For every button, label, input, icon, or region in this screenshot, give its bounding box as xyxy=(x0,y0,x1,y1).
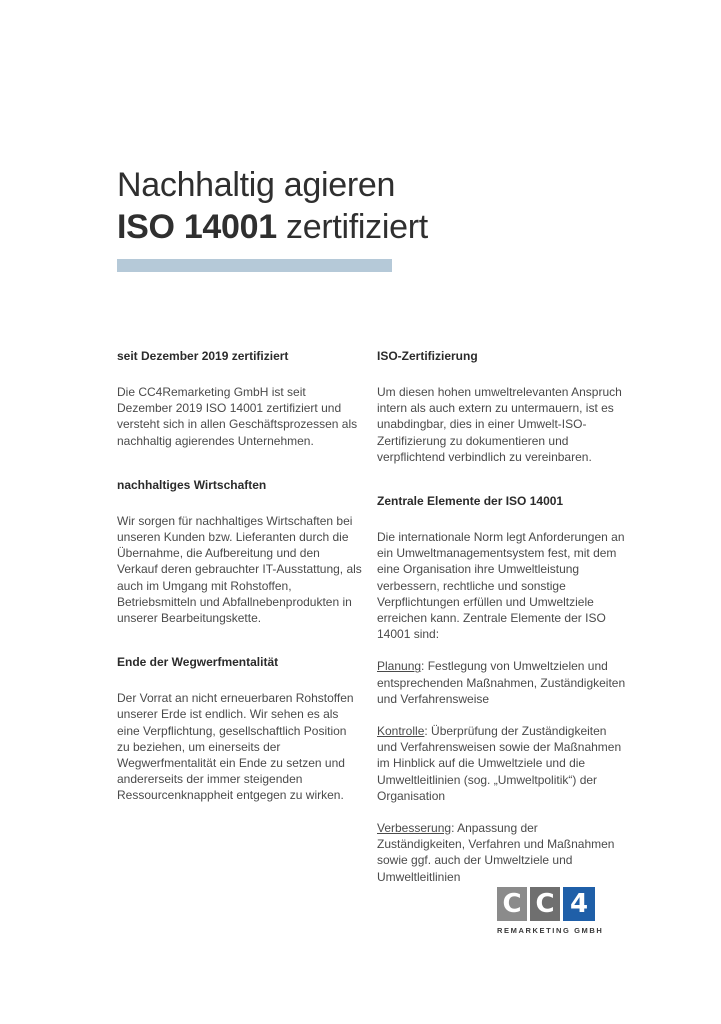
section-heading-central-elements: Zentrale Elemente der ISO 14001 xyxy=(377,494,564,509)
text-control: : Überprüfung der Zuständigkeiten und Verfahrensweisen sowie der Maßnahmen im Hinblick auf die Umweltziele und die Umweltleitlinien (sog. „Umweltpolitik“) der Organisation xyxy=(377,724,622,803)
logo-tiles xyxy=(497,887,627,921)
title-certified: zertifiziert xyxy=(276,208,428,246)
section-text-iso-certification: Um diesen hohen umweltrelevanten Anspruch intern als auch extern zu untermauern, ist es unabdingbar, dies in einer Umwelt-ISO-Zertifizierung zu dokumentieren und verpflichtend verbindlich zu vereinbaren. xyxy=(377,385,622,464)
right-column xyxy=(377,348,627,885)
page-title xyxy=(117,164,428,248)
title-line-2 xyxy=(117,206,428,248)
section-text-end-throwaway: Der Vorrat an nicht erneuerbaren Rohstoffen unserer Erde ist endlich. Wir sehen es als eine Verpflichtung, gesellschaftlich Position zu beziehen, um einerseits der Wegwerfmentalität ein Ende zu setzen und andererseits der immer steigenden Ressourcenknappheit entgegen zu wirken. xyxy=(117,691,354,803)
company-logo xyxy=(497,887,627,935)
element-improvement xyxy=(377,820,627,885)
section-heading-end-throwaway: Ende der Wegwerfmentalität xyxy=(117,655,279,670)
logo-tile-c1: C xyxy=(497,887,527,921)
text-improvement: : Anpassung der Zuständigkeiten, Verfahren und Maßnahmen sowie ggf. auch der Umweltziele und Umweltleitlinien xyxy=(377,821,615,884)
section-heading-certified-since: seit Dezember 2019 zertifiziert xyxy=(117,349,289,363)
element-planning xyxy=(377,658,627,707)
title-line-1: Nachhaltig agieren xyxy=(117,166,396,204)
title-iso-bold: ISO 14001 xyxy=(117,208,277,246)
element-control xyxy=(377,723,627,804)
term-improvement: Verbesserung xyxy=(377,821,452,836)
section-text-certified-since: Die CC4Remarketing GmbH ist seit Dezember 2019 ISO 14001 zertifiziert und versteht sich in allen Geschäftsprozessen als nachhaltig agierendes Unternehmen. xyxy=(117,385,358,448)
logo-tile-4: 4 xyxy=(563,887,595,921)
left-column xyxy=(117,348,362,804)
section-heading-iso-certification: ISO-Zertifizierung xyxy=(377,349,478,363)
accent-bar xyxy=(117,259,392,272)
term-planning: Planung xyxy=(377,659,422,674)
section-heading-sustainable-business: nachhaltiges Wirtschaften xyxy=(117,477,267,492)
text-planning: : Festlegung von Umweltzielen und entsprechenden Maßnahmen, Zuständigkeiten und Verfahrensweise xyxy=(377,659,626,706)
term-control: Kontrolle xyxy=(377,724,425,739)
logo-subline: REMARKETING GMBH xyxy=(497,926,604,935)
section-text-sustainable-business: Wir sorgen für nachhaltiges Wirtschaften bei unseren Kunden bzw. Lieferanten durch die Übernahme, die Aufbereitung und den Verkauf deren gebrauchter IT-Ausstattung, als auch im Umgang mit Rohstoffen, Betriebsmitteln und Abfallnebenprodukten in unserer Bearbeitungskette. xyxy=(117,513,362,626)
section-text-central-elements: Die internationale Norm legt Anforderungen an ein Umweltmanagementsystem fest, mit dem eine Organisation ihre Umweltleistung verbessern, rechtliche und sonstige Verpflichtungen erfüllen und Umweltziele erreichen kann. Zentrale Elemente der ISO 14001 sind: xyxy=(377,530,625,642)
logo-tile-c2: C xyxy=(530,887,560,921)
